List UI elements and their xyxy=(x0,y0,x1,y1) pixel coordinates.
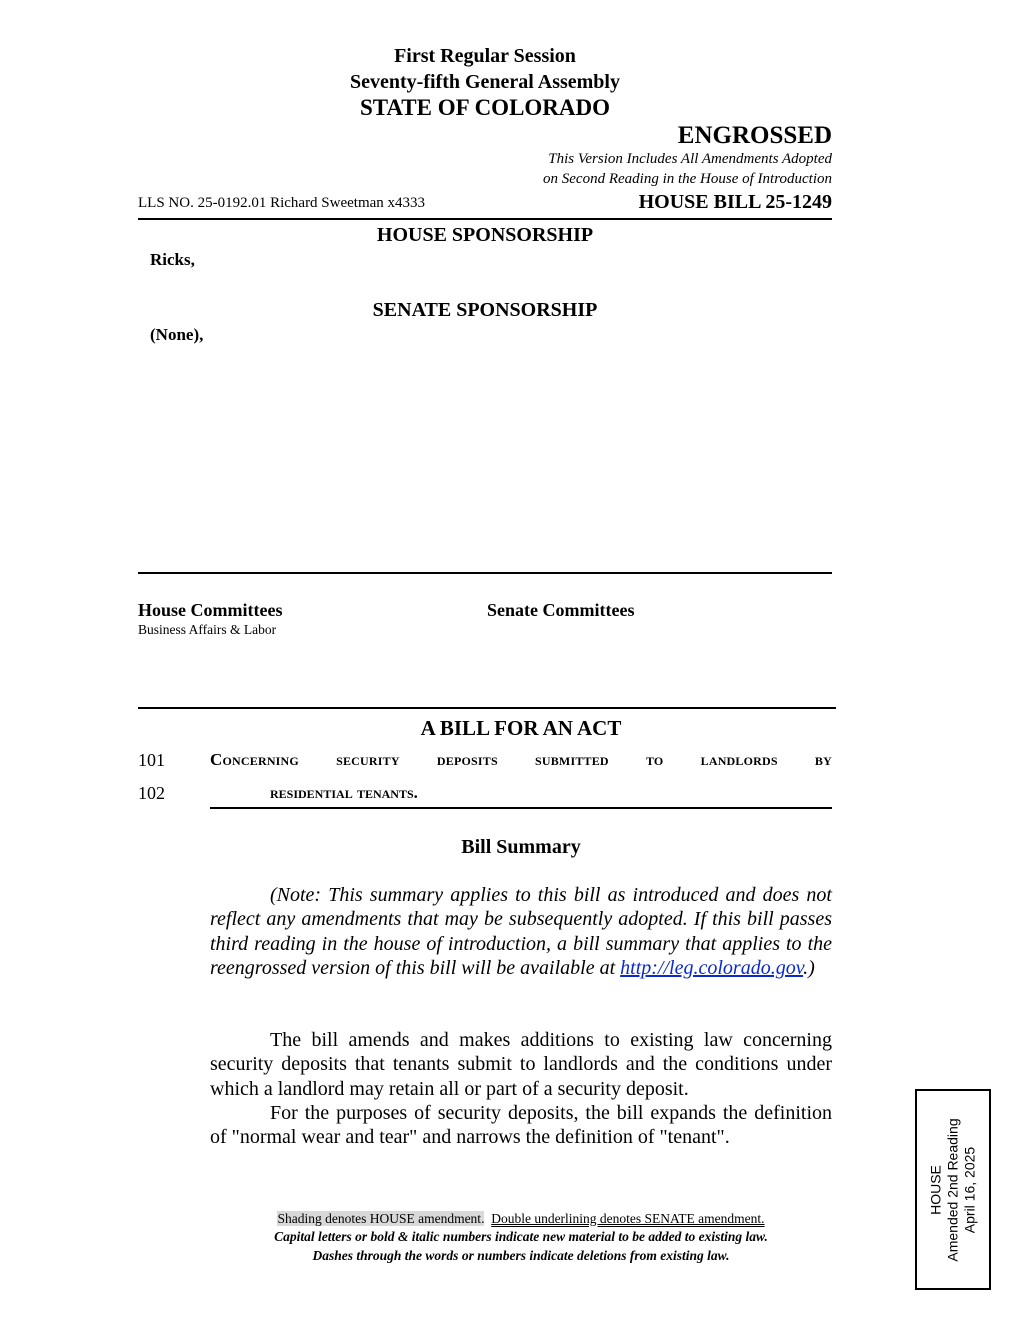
lls-number: LLS NO. 25-0192.01 Richard Sweetman x4333 xyxy=(138,195,426,211)
session-label: First Regular Session xyxy=(394,45,576,67)
committees-divider xyxy=(138,707,836,709)
stamp-date: April 16, 2025 xyxy=(961,1146,978,1233)
summary-paragraph-2: For the purposes of security deposits, the bill expands the definition of "normal wear and tear" and narrows the definition of "tenant". xyxy=(210,1101,832,1149)
sponsorship-divider xyxy=(138,572,832,574)
amendment-stamp xyxy=(915,1089,991,1290)
summary-body xyxy=(210,1028,832,1149)
senate-committees-heading: Senate Committees xyxy=(487,600,635,620)
amendment-legend xyxy=(138,1211,904,1227)
summary-paragraph-1: The bill amends and makes additions to existing law concerning security deposits that tenants submit to landlords and the conditions under which a landlord may retain all or part of a security deposit. xyxy=(210,1029,832,1100)
summary-note-text: (Note: This summary applies to this bill as introduced and does not reflect any amendments that may be subsequently adopted. If this bill passes third reading in the house of introduction, a bill summary that applies to the reengrossed version of this bill will be available at xyxy=(210,884,832,979)
house-sponsors: Ricks, xyxy=(150,250,195,269)
act-title-line-2: residential tenants. xyxy=(270,783,418,802)
line-number: 101 xyxy=(138,750,165,770)
engrossed-note-line-2: on Second Reading in the House of Introduction xyxy=(543,171,832,187)
engrossed-status: ENGROSSED xyxy=(677,122,832,149)
house-committees-heading: House Committees xyxy=(138,600,283,620)
double-underline-note: Double underlining denotes SENATE amendment. xyxy=(491,1211,765,1226)
act-title-line-1: Concerning security deposits submitted to landlords by xyxy=(210,750,832,769)
shading-note: Shading denotes HOUSE amendment. xyxy=(277,1211,485,1226)
engrossed-note-line-1: This Version Includes All Amendments Adopted xyxy=(548,151,832,167)
senate-sponsors: (None), xyxy=(150,325,204,344)
summary-note xyxy=(210,883,832,980)
stamp-text xyxy=(928,1118,979,1261)
line-number: 102 xyxy=(138,783,165,803)
bill-summary-heading: Bill Summary xyxy=(461,836,581,858)
assembly-label: Seventy-fifth General Assembly xyxy=(350,71,620,93)
summary-note-end: .) xyxy=(803,956,815,979)
bill-number: HOUSE BILL 25-1249 xyxy=(638,191,832,213)
act-heading: A BILL FOR AN ACT xyxy=(420,716,622,740)
header-divider xyxy=(138,218,832,220)
dashes-note: Dashes through the words or numbers indicate deletions from existing law. xyxy=(312,1248,730,1263)
house-sponsorship-heading: HOUSE SPONSORSHIP xyxy=(376,224,594,246)
legislature-link[interactable]: http://leg.colorado.gov xyxy=(620,956,804,979)
act-title-divider xyxy=(210,807,832,809)
capitals-note: Capital letters or bold & italic numbers indicate new material to be added to existing law. xyxy=(274,1229,768,1244)
senate-sponsorship-heading: SENATE SPONSORSHIP xyxy=(372,299,598,321)
stamp-status: Amended 2nd Reading xyxy=(944,1117,961,1262)
stamp-chamber: HOUSE xyxy=(927,1164,944,1215)
house-committees-list: Business Affairs & Labor xyxy=(138,622,277,637)
state-label: STATE OF COLORADO xyxy=(359,95,611,120)
